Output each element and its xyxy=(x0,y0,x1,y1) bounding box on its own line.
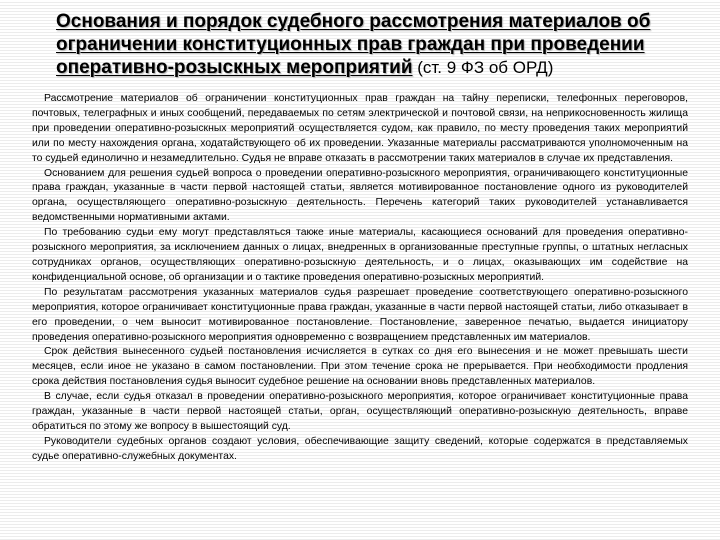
slide-body xyxy=(32,92,688,465)
paragraph-validity-period: Срок действия вынесенного судьей постановления исчисляется в сутках со дня его вынесения и не может превышать шести месяцев, если иное не указано в самом постановлении. При этом течение срока не прерывается. При необходимости продления срока действия постановления судья выносит судебное решение на основании вновь представленных материалов. xyxy=(32,346,688,388)
paragraph-court-review: Рассмотрение материалов об ограничении конституционных прав граждан на тайну переписки, телефонных переговоров, почтовых, телеграфных и иных сообщений, передаваемых по сетям электрической и почтовой связи, на неприкосновенность жилища при проведении оперативно-розыскных мероприятий осуществляется судом, как правило, по месту проведения таких мероприятий или по месту нахождения органа, ходатайствующего об их проведении. Указанные материалы рассматриваются уполномоченным на то судьей единолично и незамедлительно. Судья не вправе отказать в рассмотрении таких материалов в случае их представления. xyxy=(32,93,688,164)
paragraph-review-results: По результатам рассмотрения указанных материалов судья разрешает проведение соответствующего оперативно-розыскного мероприятия, которое ограничивает конституционные права граждан, указанные в части первой настоящей статьи, либо отказывает в его проведении, о чем выносит мотивированное постановление. Постановление, заверенное печатью, выдается инициатору проведения оперативно-розыскного мероприятия одновременно с возвращением представленных им материалов. xyxy=(32,286,688,343)
slide-title xyxy=(56,10,676,79)
paragraph-refusal-appeal: В случае, если судья отказал в проведении оперативно-розыскного мероприятия, которое ограничивает конституционные права граждан, указанные в части первой настоящей статьи, орган, осуществляющий оперативно-розыскную деятельность, вправе обратиться по этому же вопросу в вышестоящий суд. xyxy=(32,391,688,432)
paragraph-additional-materials: По требованию судьи ему могут представляться также иные материалы, касающиеся оснований для проведения оперативно-розыскного мероприятия, за исключением данных о лицах, внедренных в организованные преступные группы, о штатных негласных сотрудниках органов, осуществляющих оперативно-розыскную деятельность, и о лицах, оказывающих им содействие на конфиденциальной основе, об организации и о тактике проведения оперативно-розыскных мероприятий. xyxy=(32,227,688,283)
slide-title-law-reference: (ст. 9 ФЗ об ОРД) xyxy=(412,58,554,77)
paragraph-information-protection: Руководители судебных органов создают условия, обеспечивающие защиту сведений, которые содержатся в представляемых судье оперативно-служебных документах. xyxy=(32,435,688,462)
slide-title-main: Основания и порядок судебного рассмотрения материалов об ограничении конституционных прав граждан при проведении оперативно-розыскных мероприятий xyxy=(56,11,651,78)
paragraph-grounds: Основанием для решения судьей вопроса о проведении оперативно-розыскного мероприятия, ограничивающего конституционные права граждан, указанные в части первой настоящей статьи, является мотивированное постановление одного из руководителей органа, осуществляющего оперативно-розыскную деятельность. Перечень категорий таких руководителей устанавливается ведомственными нормативными актами. xyxy=(32,167,688,224)
